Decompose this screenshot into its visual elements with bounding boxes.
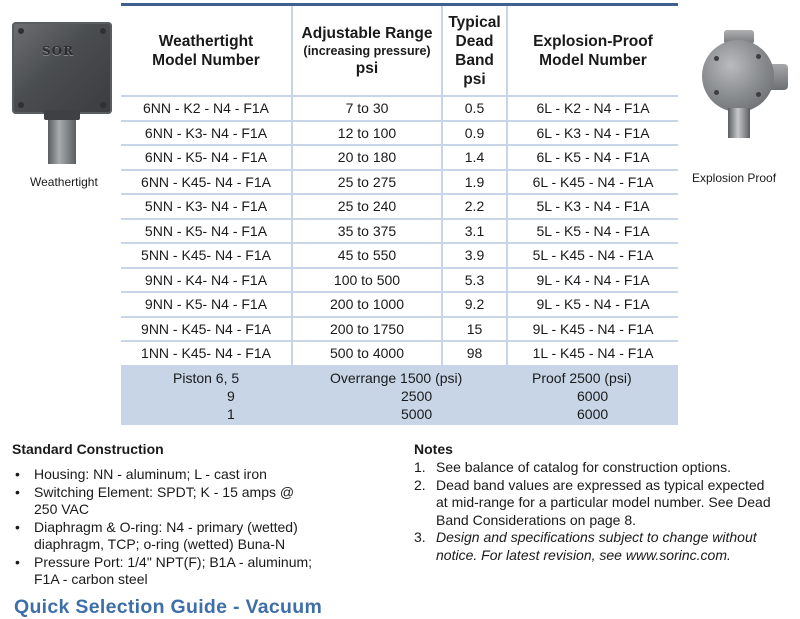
bolt-icon [18, 102, 24, 108]
range-cell: 25 to 240 [291, 195, 441, 218]
explosion-proof-model-cell: 9L - K45 - N4 - F1A [506, 318, 678, 341]
list-item [12, 519, 334, 554]
explosion-proof-model-cell: 5L - K5 - N4 - F1A [506, 220, 678, 243]
overrange-1: 5000 [401, 406, 433, 422]
table-row [121, 122, 678, 145]
header-text: Typical [448, 13, 501, 31]
header-dead-band [441, 6, 506, 95]
header-text: Band [455, 51, 494, 69]
dead-band-cell: 5.3 [441, 269, 506, 292]
range-cell: 35 to 375 [291, 220, 441, 243]
bullet-icon: • [15, 553, 20, 570]
note-number: 3. [414, 529, 426, 545]
bolt-icon [100, 28, 106, 34]
note-number: 1. [414, 459, 426, 475]
range-cell: 7 to 30 [291, 97, 441, 120]
dead-band-cell: 98 [441, 342, 506, 365]
list-item-text: Switching Element: SPDT; K - 15 amps @ 250 VAC [34, 483, 295, 517]
table-footer [121, 368, 678, 425]
dead-band-cell: 2.2 [441, 195, 506, 218]
proof-label: Proof 2500 (psi) [532, 370, 632, 386]
overrange-label: Overrange 1500 (psi) [330, 370, 463, 386]
table-row [121, 220, 678, 243]
explosion-proof-model-cell: 6L - K3 - N4 - F1A [506, 122, 678, 145]
table-row [121, 195, 678, 218]
screw-icon [714, 56, 719, 61]
note-item [414, 477, 776, 530]
note-text: Dead band values are expressed as typical expected at mid-range for a particular model number. See Dead Band Considerations on page 8. [436, 476, 771, 528]
weathertight-model-cell: 9NN - K5- N4 - F1A [121, 293, 291, 316]
table-row [121, 244, 678, 267]
weathertight-port-cap [44, 110, 80, 120]
weathertight-model-cell: 1NN - K45- N4 - F1A [121, 342, 291, 365]
range-cell: 45 to 550 [291, 244, 441, 267]
weathertight-model-cell: 5NN - K45- N4 - F1A [121, 244, 291, 267]
list-item [12, 484, 319, 519]
header-text: Model Number [539, 51, 647, 69]
bullet-icon: • [15, 466, 20, 482]
header-text: Explosion-Proof [533, 32, 653, 50]
list-item [12, 554, 334, 589]
explosion-proof-port-stem [728, 108, 750, 138]
weathertight-model-cell: 5NN - K5- N4 - F1A [121, 220, 291, 243]
note-item [414, 529, 776, 564]
weathertight-model-cell: 6NN - K2 - N4 - F1A [121, 97, 291, 120]
header-text: Adjustable Range [301, 24, 433, 42]
explosion-proof-model-cell: 6L - K45 - N4 - F1A [506, 171, 678, 194]
explosion-proof-model-cell: 5L - K3 - N4 - F1A [506, 195, 678, 218]
selection-table [121, 3, 678, 425]
guide-title: Quick Selection Guide - Vacuum [14, 596, 323, 618]
explosion-proof-model-cell: 9L - K5 - N4 - F1A [506, 293, 678, 316]
screw-icon [756, 54, 761, 59]
explosion-proof-model-cell: 5L - K45 - N4 - F1A [506, 244, 678, 267]
screw-icon [714, 90, 719, 95]
dead-band-cell: 9.2 [441, 293, 506, 316]
header-explosion-proof-model [506, 6, 678, 95]
weathertight-model-cell: 9NN - K4- N4 - F1A [121, 269, 291, 292]
note-item [414, 459, 774, 477]
notes-list [414, 459, 774, 564]
header-adjustable-range [291, 6, 441, 95]
weathertight-model-cell: 6NN - K5- N4 - F1A [121, 146, 291, 169]
weathertight-model-cell: 5NN - K3- N4 - F1A [121, 195, 291, 218]
sor-logo: SOR [42, 44, 75, 58]
explosion-proof-model-cell: 9L - K4 - N4 - F1A [506, 269, 678, 292]
explosion-proof-model-cell: 6L - K5 - N4 - F1A [506, 146, 678, 169]
list-item-text: Housing: NN - aluminum; L - cast iron [34, 466, 267, 482]
range-cell: 200 to 1000 [291, 293, 441, 316]
table-row [121, 171, 678, 194]
proof-9: 6000 [577, 388, 609, 404]
piston-label: Piston 6, 5 [173, 370, 240, 386]
range-cell: 12 to 100 [291, 122, 441, 145]
weathertight-model-cell: 6NN - K45- N4 - F1A [121, 171, 291, 194]
dead-band-cell: 1.9 [441, 171, 506, 194]
standard-construction-title: Standard Construction [12, 441, 164, 457]
overrange-9: 2500 [401, 388, 433, 404]
table-row [121, 269, 678, 292]
header-text: Model Number [152, 51, 260, 69]
explosion-proof-model-cell: 1L - K45 - N4 - F1A [506, 342, 678, 365]
header-text: psi [463, 70, 486, 88]
weathertight-caption: Weathertight [30, 175, 98, 189]
table-row [121, 97, 678, 120]
range-cell: 20 to 180 [291, 146, 441, 169]
table-row [121, 342, 678, 365]
table-row [121, 318, 678, 341]
table-row [121, 146, 678, 169]
dead-band-cell: 3.9 [441, 244, 506, 267]
dead-band-cell: 0.5 [441, 97, 506, 120]
explosion-proof-model-cell: 6L - K2 - N4 - F1A [506, 97, 678, 120]
list-item-text: Pressure Port: 1/4" NPT(F); B1A - aluminum; F1A - carbon steel [34, 553, 313, 587]
header-weathertight-model [121, 6, 291, 95]
bolt-icon [18, 28, 24, 34]
weathertight-model-cell: 9NN - K45- N4 - F1A [121, 318, 291, 341]
dead-band-cell: 3.1 [441, 220, 506, 243]
header-subtext: (increasing pressure) [303, 43, 431, 58]
table-top-rule [121, 3, 678, 6]
explosion-proof-switch-image [702, 40, 774, 112]
range-cell: 500 to 4000 [291, 342, 441, 365]
bullet-icon: • [15, 483, 20, 500]
note-number: 2. [414, 476, 426, 493]
bullet-icon: • [15, 518, 20, 535]
table-row [121, 293, 678, 316]
list-item [12, 466, 332, 484]
notes-title: Notes [414, 441, 453, 457]
note-text: See balance of catalog for construction options. [436, 459, 731, 475]
header-text: Weathertight [158, 32, 254, 50]
dead-band-cell: 0.9 [441, 122, 506, 145]
note-text: Design and specifications subject to change without notice. For latest revision, see www.sorinc.com. [436, 529, 757, 563]
standard-construction-list [12, 466, 332, 589]
range-cell: 200 to 1750 [291, 318, 441, 341]
list-item-text: Diaphragm & O-ring: N4 - primary (wetted) diaphragm, TCP; o-ring (wetted) Buna-N [34, 518, 298, 552]
weathertight-switch-image [12, 22, 112, 114]
bolt-icon [100, 102, 106, 108]
header-text: Dead [455, 32, 494, 50]
dead-band-cell: 15 [441, 318, 506, 341]
proof-1: 6000 [577, 406, 609, 422]
explosion-proof-caption: Explosion Proof [692, 171, 777, 185]
range-cell: 25 to 275 [291, 171, 441, 194]
range-cell: 100 to 500 [291, 269, 441, 292]
table-header-row [121, 6, 678, 95]
screw-icon [756, 92, 761, 97]
header-unit: psi [355, 59, 379, 77]
weathertight-model-cell: 6NN - K3- N4 - F1A [121, 122, 291, 145]
piston-1: 1 [227, 406, 235, 422]
dead-band-cell: 1.4 [441, 146, 506, 169]
piston-9: 9 [227, 388, 235, 404]
